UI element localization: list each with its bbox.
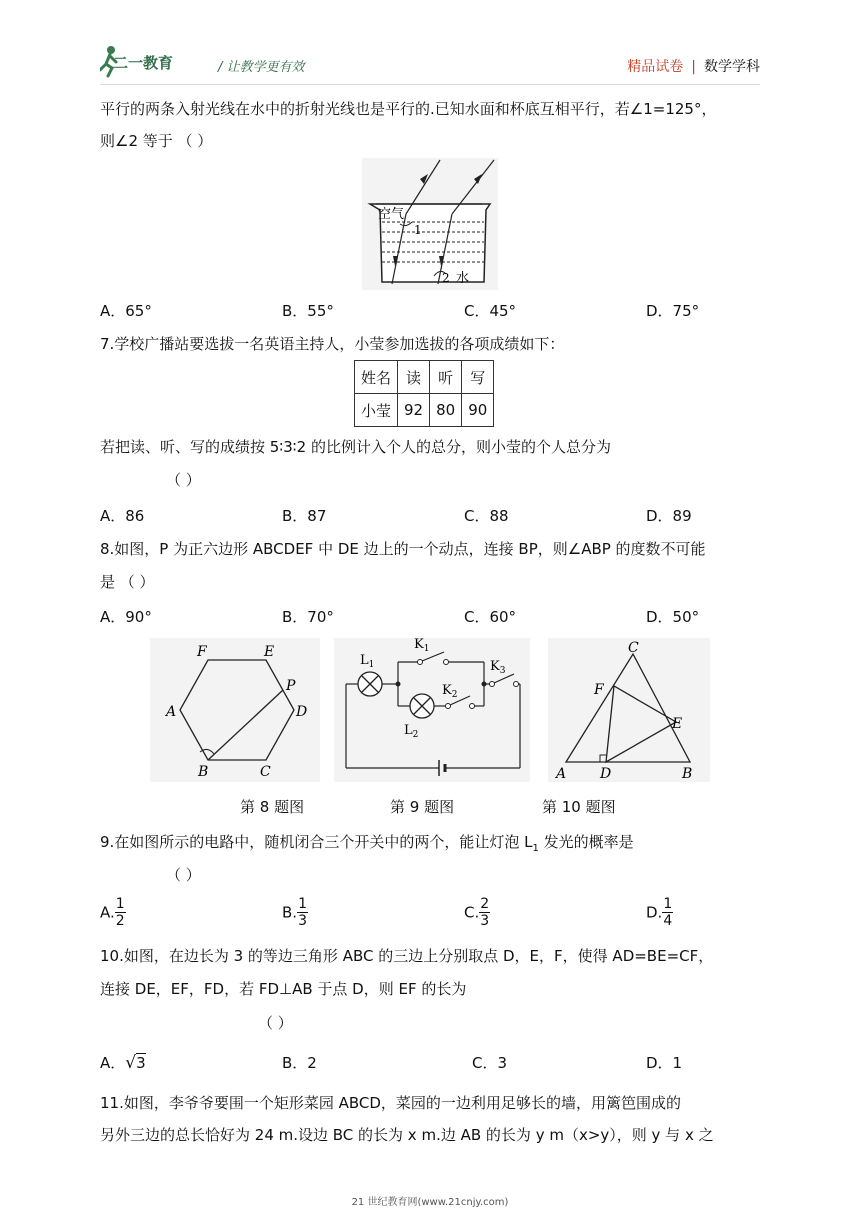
q11-line2: 另外三边的总长恰好为 24 m.设边 BC 的长为 x m.边 AB 的长为 y m（x>y），则 y 与 x 之 (100, 1126, 714, 1144)
q10-option-c: C．3 (472, 1054, 508, 1072)
sqrt-icon: √ (125, 1053, 137, 1073)
hex-label-a: A (166, 704, 177, 720)
hex-label-p: P (286, 678, 296, 694)
q9-stem-sub: 1 (532, 843, 539, 854)
table-cell: 写 (462, 361, 494, 394)
q9-paren: （ ） (166, 866, 201, 884)
header-divider (100, 84, 760, 85)
q6-option-c: C．45° (464, 302, 517, 320)
table-cell: 读 (398, 361, 430, 394)
table-row (355, 394, 494, 427)
q7-option-a: A．86 (100, 507, 145, 525)
q7-score-table (354, 360, 494, 427)
q9-option-a: A. $\frac{1}{2}$ (100, 896, 125, 929)
q7-stem: 7.学校广播站要选拔一名英语主持人，小莹参加选拔的各项成绩如下： (100, 335, 565, 353)
table-cell: 80 (430, 394, 462, 427)
q6-label-water: 水 (456, 271, 470, 286)
q10-option-a: A．√3 (100, 1053, 146, 1073)
q9-stem-text: 9.在如图所示的电路中，随机闭合三个开关中的两个，能让灯泡 L (100, 833, 533, 851)
table-cell: 小莹 (355, 394, 398, 427)
circuit-label-k3: $K_3$ (490, 659, 506, 676)
q6-line1: 平行的两条入射光线在水中的折射光线也是平行的.已知水面和杯底互相平行，若∠1=125°， (100, 100, 717, 118)
circuit-label-k1: $K_1$ (414, 638, 430, 654)
tag-premium: 精品试卷 (627, 59, 684, 75)
q6-label-angle2: 2 (442, 271, 450, 285)
q6-option-d: D．75° (646, 302, 700, 320)
tag-separator: | (691, 59, 696, 75)
table-cell: 90 (462, 394, 494, 427)
table-cell: 姓名 (355, 361, 398, 394)
caption-fig8: 第 8 题图 (240, 798, 305, 816)
tri-label-b: B (682, 766, 693, 782)
q9-option-d: D. $\frac{1}{4}$ (646, 896, 673, 929)
q8-option-c: C．60° (464, 608, 517, 626)
q8-line1: 8.如图，P 为正六边形 ABCDEF 中 DE 边上的一个动点，连接 BP，则∠ABP 的度数不可能 (100, 540, 706, 558)
q8-hexagon-figure (150, 638, 320, 782)
q7-paren: （ ） (166, 471, 201, 489)
q6-label-air: 空气 (378, 207, 405, 222)
tri-label-f: F (594, 682, 604, 698)
caption-fig10: 第 10 题图 (542, 798, 616, 816)
table-cell: 92 (398, 394, 430, 427)
circuit-label-k2: $K_2$ (442, 683, 458, 700)
q10-line2: 连接 DE，EF，FD，若 FD⊥AB 于点 D，则 EF 的长为 (100, 980, 467, 998)
tag-subject: 数学学科 (704, 59, 760, 75)
hex-label-c: C (260, 764, 271, 780)
q10-option-d: D．1 (646, 1054, 683, 1072)
q8-line2: 是 （ ） (100, 573, 155, 591)
q10-option-b: B．2 (282, 1054, 317, 1072)
brand-name: 二一教育 (113, 54, 174, 72)
page-footer: 21 世纪教育网(www.21cnjy.com) (351, 1197, 509, 1208)
q10-line1: 10.如图，在边长为 3 的等边三角形 ABC 的三边上分别取点 D，E，F，使得 AD=BE=CF， (100, 947, 714, 965)
q6-option-b: B．55° (282, 302, 334, 320)
q7-option-b: B．87 (282, 507, 327, 525)
tri-label-a: A (556, 766, 567, 782)
caption-fig9: 第 9 题图 (390, 798, 455, 816)
table-row (355, 361, 494, 394)
q6-label-angle1: 1 (414, 223, 422, 237)
tri-label-d: D (600, 766, 612, 782)
circuit-label-l2: $L_2$ (404, 723, 419, 740)
q10-paren: （ ） (258, 1014, 293, 1032)
circuit-label-l1: $L_1$ (360, 653, 375, 670)
radicand: 3 (136, 1054, 146, 1072)
tri-label-e: E (672, 716, 683, 732)
q9-circuit-figure (334, 638, 530, 782)
q11-line1: 11.如图，李爷爷要围一个矩形菜园 ABCD，菜园的一边利用足够长的墙，用篱笆围成的 (100, 1094, 681, 1112)
tri-label-c: C (628, 640, 639, 656)
brand-slogan: / 让教学更有效 (218, 60, 305, 75)
q8-option-a: A．90° (100, 608, 152, 626)
q6-line2: 则∠2 等于 （ ） (100, 132, 213, 150)
q7-line2: 若把读、听、写的成绩按 5∶3∶2 的比例计入个人的总分，则小莹的个人总分为 (100, 438, 611, 456)
q6-beaker-figure (362, 158, 498, 290)
hex-label-e: E (264, 644, 275, 660)
header-tags (627, 56, 760, 76)
q7-option-d: D．89 (646, 507, 692, 525)
q10-triangle-figure (548, 638, 710, 782)
q9-option-b: B. $\frac{1}{3}$ (282, 896, 307, 929)
q7-option-c: C．88 (464, 507, 509, 525)
q9-stem-text-end: 发光的概率是 (538, 833, 634, 851)
hex-label-f: F (197, 644, 207, 660)
q9-option-c: C. $\frac{2}{3}$ (464, 896, 490, 929)
hex-label-b: B (198, 764, 209, 780)
q9-stem (100, 832, 634, 859)
hex-label-d: D (296, 704, 308, 720)
q8-option-d: D．50° (646, 608, 700, 626)
q8-option-b: B．70° (282, 608, 334, 626)
table-cell: 听 (430, 361, 462, 394)
q6-option-a: A．65° (100, 302, 152, 320)
